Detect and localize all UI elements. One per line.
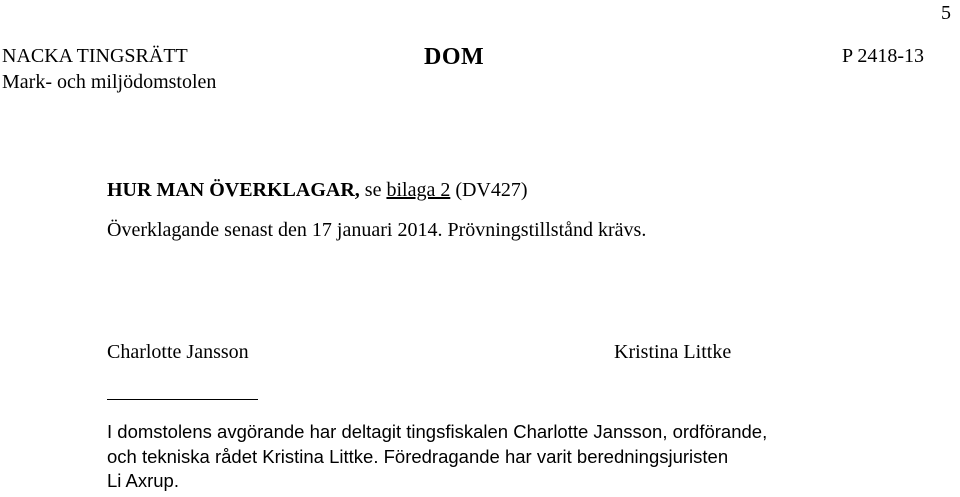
footnote-line: Li Axrup. [107,470,179,491]
appeal-heading-see: se [359,179,387,201]
footnote-line: I domstolens avgörande har deltagit tingsfiskalen Charlotte Jansson, ordförande, [107,421,768,442]
footnote [107,420,767,494]
footnote-line: och tekniska rådet Kristina Littke. Föredragande har varit beredningsjuristen [107,445,729,467]
footnote-divider [107,399,258,400]
page-number: 5 [941,2,951,24]
signature-chair: Charlotte Jansson [107,341,249,363]
document-type: DOM [424,44,485,70]
appendix-link[interactable]: bilaga 2 [386,179,451,201]
appeal-deadline: Överklagande senast den 17 januari 2014. Prövningstillstånd krävs. [107,219,647,241]
appeal-form-code: (DV427) [450,179,528,201]
signature-technical-advisor: Kristina Littke [614,341,732,363]
appeal-heading-title: HUR MAN ÖVERKLAGAR, [107,179,360,201]
case-number: P 2418-13 [842,45,925,67]
court-name: NACKA TINGSRÄTT [2,45,188,67]
court-division: Mark- och miljödomstolen [2,71,217,93]
appeal-heading [107,178,528,202]
